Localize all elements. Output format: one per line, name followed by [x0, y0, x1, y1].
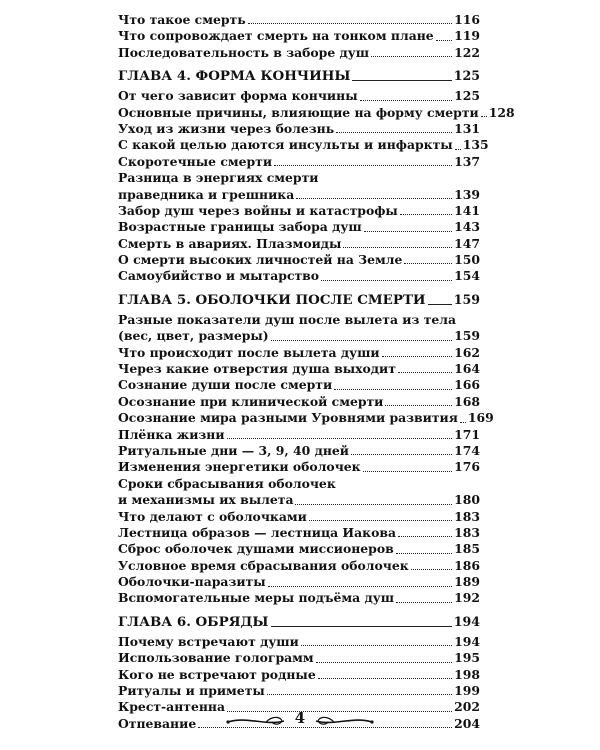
dot-leader	[274, 165, 452, 166]
page-ref: 198	[454, 666, 480, 682]
toc-entry-title: Что делают с оболочками	[118, 508, 307, 524]
toc-entry	[118, 492, 480, 508]
toc-entry	[118, 443, 480, 459]
toc-entry-title: Что сопровождает смерть на тонком плане	[118, 28, 434, 44]
chapter-title: ГЛАВА 6. ОБРЯДЫ	[118, 613, 269, 630]
toc-entry	[118, 12, 480, 28]
page-ref: 171	[454, 426, 480, 442]
page-ref: 119	[454, 28, 480, 44]
toc-entry-title: праведника и грешника	[118, 186, 295, 202]
chapter-heading	[118, 291, 480, 309]
toc-entry	[118, 328, 480, 344]
toc-entry-title: Оболочки-паразиты	[118, 574, 266, 590]
toc-entry	[118, 361, 480, 377]
toc-entry-title: Изменения энергетики оболочек	[118, 459, 361, 475]
page-ref: 159	[453, 291, 480, 307]
page-ref: 116	[454, 11, 480, 27]
toc-entry	[118, 187, 480, 203]
toc-entry	[118, 345, 480, 361]
page-footer	[0, 706, 600, 736]
toc-entry-title: Последовательность в заборе душ	[118, 44, 370, 60]
page-ref: 159	[454, 328, 480, 344]
toc-entry	[118, 558, 480, 574]
toc-entry-title: Отпевание	[118, 715, 197, 731]
dot-leader	[398, 372, 452, 373]
toc-entry-title: С какой целью даются инсульты и инфаркты	[118, 137, 453, 153]
dot-leader	[301, 645, 452, 646]
page-ref: 202	[454, 699, 480, 715]
toc-entry	[118, 525, 480, 541]
dot-leader	[360, 100, 453, 101]
toc-entry	[118, 121, 480, 137]
dot-leader	[363, 471, 453, 472]
toc-entry	[118, 650, 480, 666]
toc-entry-title: Самоубийство и мытарство	[118, 268, 320, 284]
toc-entry-title: Осознание мира разными Уровнями развития	[118, 410, 458, 426]
page-ref: 122	[454, 44, 480, 60]
toc-entry-title: Лестница образов — лестница Иакова	[118, 524, 397, 540]
toc-entry	[118, 104, 515, 121]
dot-leader	[460, 422, 466, 423]
page-ref: 192	[454, 590, 480, 606]
toc-entry	[118, 427, 480, 443]
toc-entry-title: Ритуалы и приметы	[118, 683, 265, 699]
toc-entry-title: Вспомогательные меры подъёма душ	[118, 590, 395, 606]
dot-leader	[271, 626, 452, 627]
chapter-title: ГЛАВА 5. ОБОЛОЧКИ ПОСЛЕ СМЕРТИ	[118, 291, 426, 308]
toc-entry	[118, 574, 480, 590]
page-ref: 147	[454, 235, 480, 251]
toc-entry	[118, 252, 480, 268]
toc-entry-title: Крест-антенна	[118, 699, 226, 715]
dot-leader	[481, 116, 487, 117]
page-ref: 150	[454, 252, 480, 268]
dot-leader	[371, 56, 452, 57]
toc-entry	[118, 236, 480, 252]
dot-leader	[404, 263, 452, 264]
toc-entry-title: Использование голограмм	[118, 650, 314, 666]
page-ref: 164	[454, 361, 480, 377]
toc-entry	[118, 28, 480, 44]
page-ref: 189	[454, 574, 480, 590]
toc-entry-title: Что происходит после вылета души	[118, 344, 380, 360]
toc-entry	[118, 459, 480, 475]
page-ref: 166	[454, 377, 480, 393]
page-ref: 125	[453, 68, 480, 84]
toc-entry-title: Кого не встречают родные	[118, 666, 316, 682]
page-ref: 128	[488, 104, 515, 120]
dot-leader	[382, 356, 453, 357]
chapter-heading	[118, 67, 480, 85]
toc-entry	[118, 410, 494, 426]
dot-leader	[309, 520, 452, 521]
toc-entry	[118, 394, 480, 410]
toc-entry	[118, 667, 480, 683]
page-ref: 176	[454, 459, 480, 475]
dot-leader	[385, 405, 452, 406]
toc-entry-title: О смерти высоких личностей на Земле	[118, 252, 403, 268]
toc-entry-title: Разные показатели душ после вылета из тела	[118, 311, 457, 327]
toc-entry-title: Что такое смерть	[118, 11, 246, 27]
dot-leader	[396, 553, 452, 554]
page-ref: 183	[454, 524, 480, 540]
page-ref: 185	[454, 541, 480, 557]
toc-entry	[118, 45, 480, 61]
toc-entry-title: Забор душ через войны и катастрофы	[118, 202, 398, 218]
page-ref: 141	[454, 202, 480, 218]
toc-entry-title: Уход из жизни через болезнь	[118, 120, 335, 136]
toc-entry	[118, 88, 480, 104]
toc-entry-title: Скоротечные смерти	[118, 153, 273, 169]
dot-leader	[334, 389, 452, 390]
page-ref: 183	[454, 508, 480, 524]
dot-leader	[267, 694, 452, 695]
dot-leader	[352, 80, 451, 81]
page-ref: 143	[454, 219, 480, 235]
dot-leader	[248, 23, 452, 24]
toc-entry	[118, 154, 480, 170]
toc-entry	[118, 591, 480, 607]
toc-entry	[118, 203, 480, 219]
toc-entry-title: и механизмы их вылета	[118, 492, 294, 508]
chapter-title: ГЛАВА 4. ФОРМА КОНЧИНЫ	[118, 68, 351, 85]
toc-entry-title: Сброс оболочек душами миссионеров	[118, 541, 394, 557]
toc-entry	[118, 219, 480, 235]
toc-entry	[118, 634, 480, 650]
toc-entry-title: Разница в энергиях смерти	[118, 170, 319, 186]
toc-entry	[118, 312, 480, 328]
dot-leader	[268, 586, 452, 587]
page-ref: 199	[454, 683, 480, 699]
toc-entry	[118, 170, 480, 186]
dot-leader	[295, 504, 452, 505]
toc-entry-title: Основные причины, влияющие на форму смерти	[118, 104, 479, 120]
dot-leader	[455, 149, 461, 150]
toc-entry	[118, 509, 480, 525]
page-ref: 154	[454, 268, 480, 284]
toc-entry-title: (вес, цвет, размеры)	[118, 328, 269, 344]
toc-entry	[118, 683, 480, 699]
page-ref: 204	[454, 715, 480, 731]
dot-leader	[428, 304, 452, 305]
page-ref: 195	[454, 650, 480, 666]
toc-entry	[118, 137, 489, 153]
dot-leader	[296, 198, 452, 199]
dot-leader	[436, 40, 452, 41]
page-ref: 131	[454, 120, 480, 136]
dot-leader	[400, 214, 452, 215]
table-of-contents	[118, 11, 515, 732]
dot-leader	[316, 662, 452, 663]
page-ref: 194	[454, 633, 480, 649]
dot-leader	[364, 231, 452, 232]
page-ref: 137	[454, 153, 480, 169]
toc-entry	[118, 476, 480, 492]
page-ref: 180	[454, 492, 480, 508]
toc-entry	[118, 268, 480, 284]
page-ref: 169	[467, 410, 494, 426]
toc-entry-title: Через какие отверстия душа выходит	[118, 361, 396, 377]
toc-entry-title: Смерть в авариях. Плазмоиды	[118, 235, 342, 251]
dot-leader	[411, 569, 452, 570]
toc-entry-title: От чего зависит форма кончины	[118, 88, 358, 104]
page-ref: 139	[454, 186, 480, 202]
dot-leader	[351, 454, 452, 455]
page-ref: 162	[454, 344, 480, 360]
dot-leader	[343, 247, 452, 248]
dot-leader	[396, 602, 452, 603]
page-ref: 186	[454, 557, 480, 573]
page-ref: 125	[454, 88, 480, 104]
toc-entry-title: Ритуальные дни — 3, 9, 40 дней	[118, 442, 349, 458]
toc-entry-title: Условное время сбрасывания оболочек	[118, 557, 409, 573]
dot-leader	[336, 132, 452, 133]
page-ref: 174	[454, 442, 480, 458]
toc-entry-title: Плёнка жизни	[118, 426, 225, 442]
page-ref: 135	[462, 137, 489, 153]
page-ref: 168	[454, 393, 480, 409]
toc-entry-title: Осознание при клинической смерти	[118, 393, 384, 409]
dot-leader	[398, 536, 452, 537]
toc-entry-title: Сознание души после смерти	[118, 377, 333, 393]
toc-entry	[118, 541, 480, 557]
dot-leader	[227, 438, 453, 439]
page-number: 4	[294, 709, 306, 727]
dot-leader	[318, 678, 452, 679]
toc-entry-title: Сроки сбрасывания оболочек	[118, 475, 336, 491]
dot-leader	[321, 280, 452, 281]
page-ref: 194	[453, 613, 480, 629]
dot-leader	[271, 340, 452, 341]
toc-entry	[118, 377, 480, 393]
toc-entry-title: Почему встречают души	[118, 633, 299, 649]
chapter-heading	[118, 613, 480, 631]
toc-entry-title: Возрастные границы забора душ	[118, 219, 362, 235]
